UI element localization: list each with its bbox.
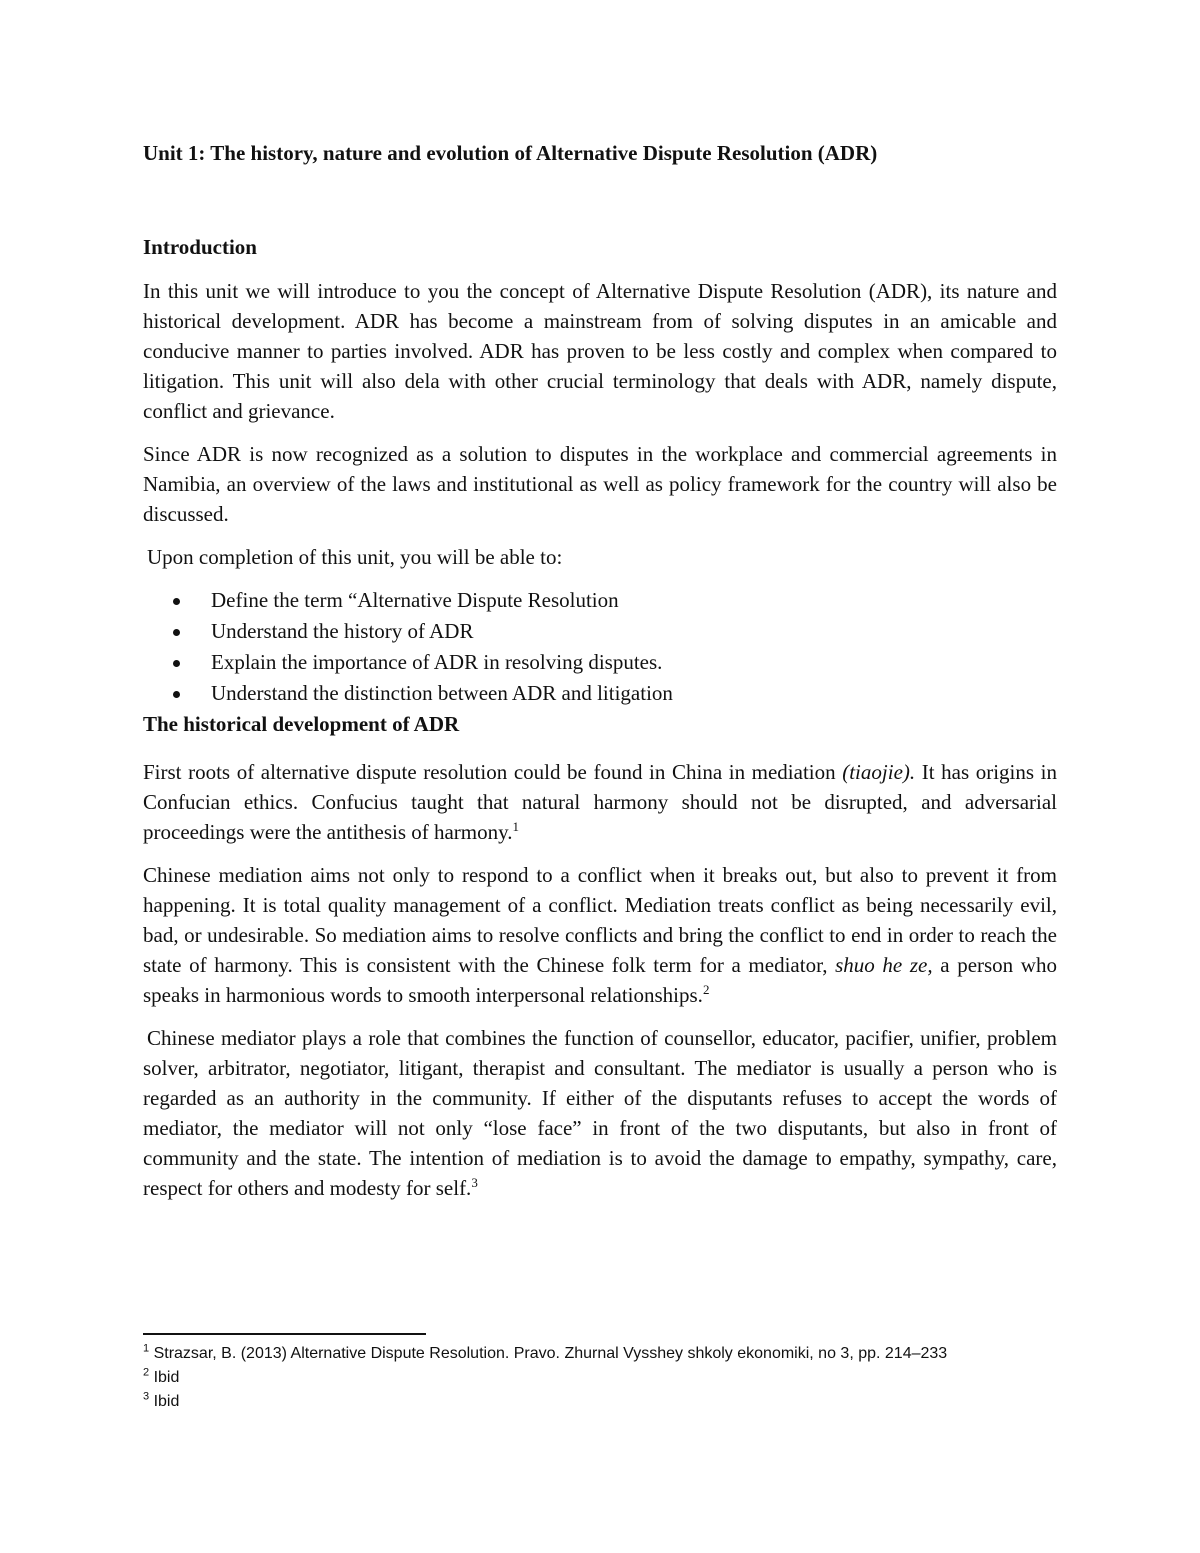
footnote-ref[interactable]: 1	[512, 819, 520, 834]
footnote-ref[interactable]: 2	[702, 982, 710, 997]
list-item	[165, 585, 1057, 616]
footnote-mark: 2	[143, 1366, 150, 1379]
footnote-ref[interactable]: 3	[471, 1175, 478, 1190]
footnote-text: Strazsar, B. (2013) Alternative Dispute Resolution. Pravo. Zhurnal Vysshey shkoly ekonomiki, no 3, pp. 214–233	[149, 1345, 948, 1362]
history-p3-text: Chinese mediator plays a role that combines the function of counsellor, educator, pacifier, unifier, problem solver, arbitrator, negotiator, litigant, therapist and consultant. The mediator is usually a person who is regarded as an authority in the community. If either of the disputants refuses to accept the words of mediator, the mediator will not only “lose face” in front of the two disputants, but also in front of community and the state. The intention of mediation is to avoid the damage to empathy, sympathy, care, respect for others and modesty for self.	[143, 1026, 1057, 1200]
list-item	[165, 616, 1057, 647]
bullet-icon	[173, 629, 180, 636]
footnote-2	[143, 1366, 1063, 1390]
footnote-separator	[143, 1333, 426, 1335]
history-paragraph-2	[143, 860, 1057, 1010]
objectives-list	[143, 585, 1057, 709]
history-paragraph-3	[143, 1023, 1057, 1203]
footnotes	[143, 1342, 1063, 1414]
history-p2-term: shuo he ze,	[835, 953, 933, 977]
objective-text: Define the term “Alternative Dispute Resolution	[211, 588, 619, 612]
footnote-3	[143, 1390, 1063, 1414]
objective-text: Understand the distinction between ADR and litigation	[211, 681, 673, 705]
bullet-icon	[173, 691, 180, 698]
objectives-intro: Upon completion of this unit, you will be able to:	[147, 545, 563, 569]
footnote-mark: 1	[143, 1342, 150, 1355]
history-paragraph-1	[143, 757, 1057, 847]
intro-paragraph-1: In this unit we will introduce to you the concept of Alternative Dispute Resolution (ADR), its nature and historical development. ADR has become a mainstream from of solving disputes in an amicable and conducive manner to parties involved. ADR has proven to be less costly and complex when compared to litigation. This unit will also dela with other crucial terminology that deals with ADR, namely dispute, conflict and grievance.	[143, 279, 1057, 423]
bullet-icon	[173, 660, 180, 667]
history-p1-text-cont: It has origins in Confucian ethics. Confucius taught that natural harmony should not be disrupted, and adversarial proceedings were the antithesis of harmony.	[143, 760, 1057, 844]
footnote-1	[143, 1342, 1063, 1366]
history-p2-text: Chinese mediation aims not only to respond to a conflict when it breaks out, but also to prevent it from happening. It is total quality management of a conflict. Mediation treats conflict as being necessarily evil, bad, or undesirable. So mediation aims to resolve conflicts and bring the conflict to end in order to reach the state of harmony. This is consistent with the Chinese folk term for a mediator,	[143, 863, 1057, 977]
list-item	[165, 678, 1057, 709]
historical-development-heading: The historical development of ADR	[143, 712, 460, 736]
footnote-text: Ibid	[149, 1393, 180, 1410]
footnote-text: Ibid	[149, 1369, 180, 1386]
intro-paragraph-2: Since ADR is now recognized as a solution to disputes in the workplace and commercial agreements in Namibia, an overview of the laws and institutional as well as policy framework for the country will also be discussed.	[143, 442, 1057, 526]
history-p2-text-cont: a person who speaks in harmonious words to smooth interpersonal relationships.	[143, 953, 1057, 1007]
objective-text: Understand the history of ADR	[211, 619, 474, 643]
bullet-icon	[173, 598, 180, 605]
objective-text: Explain the importance of ADR in resolving disputes.	[211, 650, 663, 674]
introduction-heading: Introduction	[143, 235, 257, 259]
list-item	[165, 647, 1057, 678]
history-p1-text: First roots of alternative dispute resolution could be found in China in mediation	[143, 760, 843, 784]
footnote-mark: 3	[143, 1390, 150, 1403]
unit-title: Unit 1: The history, nature and evolution of Alternative Dispute Resolution (ADR)	[143, 141, 878, 165]
history-p1-term: (tiaojie).	[842, 760, 916, 784]
